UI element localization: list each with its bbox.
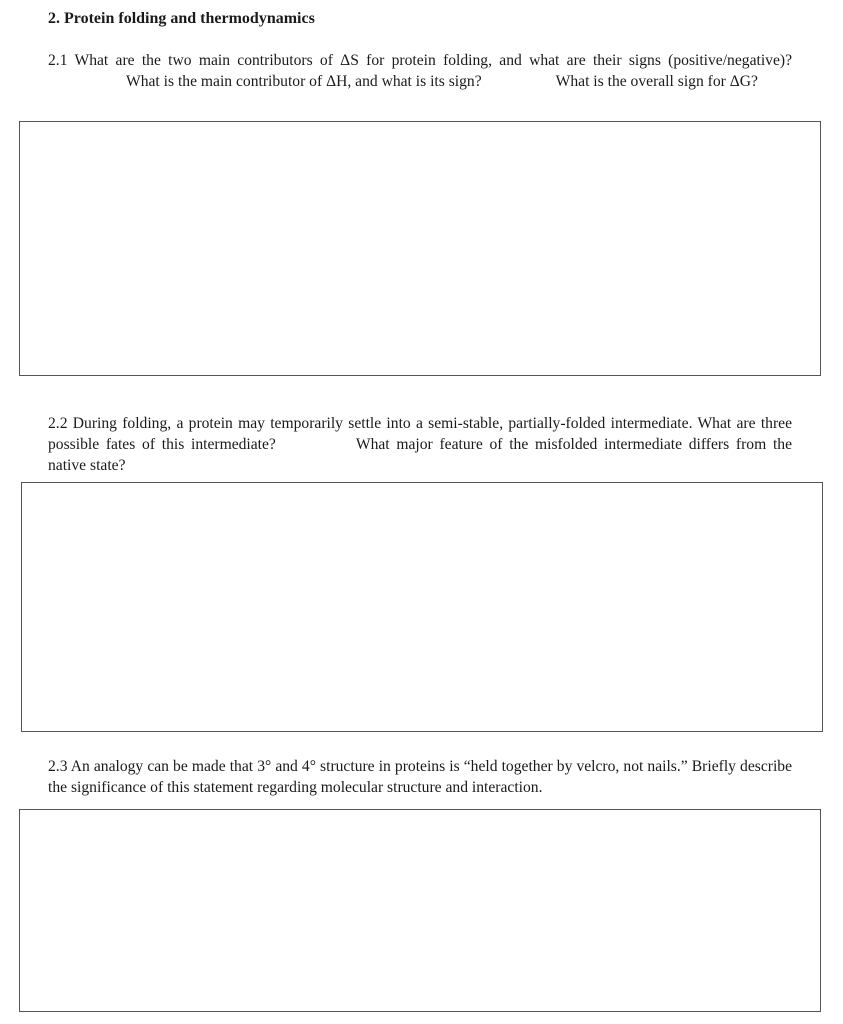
question-2-1-part-2: What is the main contributor of ΔH, and what is its sign? — [126, 73, 482, 90]
question-2-1-part-3: What is the overall sign for ΔG? — [555, 73, 758, 90]
question-2-3 — [48, 756, 792, 798]
question-2-2 — [48, 413, 792, 476]
answer-box-2-1[interactable] — [19, 121, 821, 376]
section-title: 2. Protein folding and thermodynamics — [48, 10, 315, 27]
question-2-3-part-1: 2.3 An analogy can be made that 3° and 4° structure in proteins is “held together by velcro, not nails.” Briefly describe the significance of this statement regarding molecular structure and interaction. — [48, 758, 792, 796]
question-2-1 — [48, 50, 792, 92]
question-2-1-part-1: 2.1 What are the two main contributors of ΔS for protein folding, and what are their signs (positive/negative)? — [48, 52, 792, 69]
question-2-2-part-1: 2.2 During folding, a protein may temporarily settle into a semi-stable, partially-folded intermediate. What are three possible fates of this intermediate? — [48, 415, 792, 453]
answer-box-2-2[interactable] — [21, 482, 823, 732]
answer-box-2-3[interactable] — [19, 809, 821, 1012]
question-2-2-part-2: What major feature of the misfolded intermediate differs from the native state? — [48, 436, 793, 474]
